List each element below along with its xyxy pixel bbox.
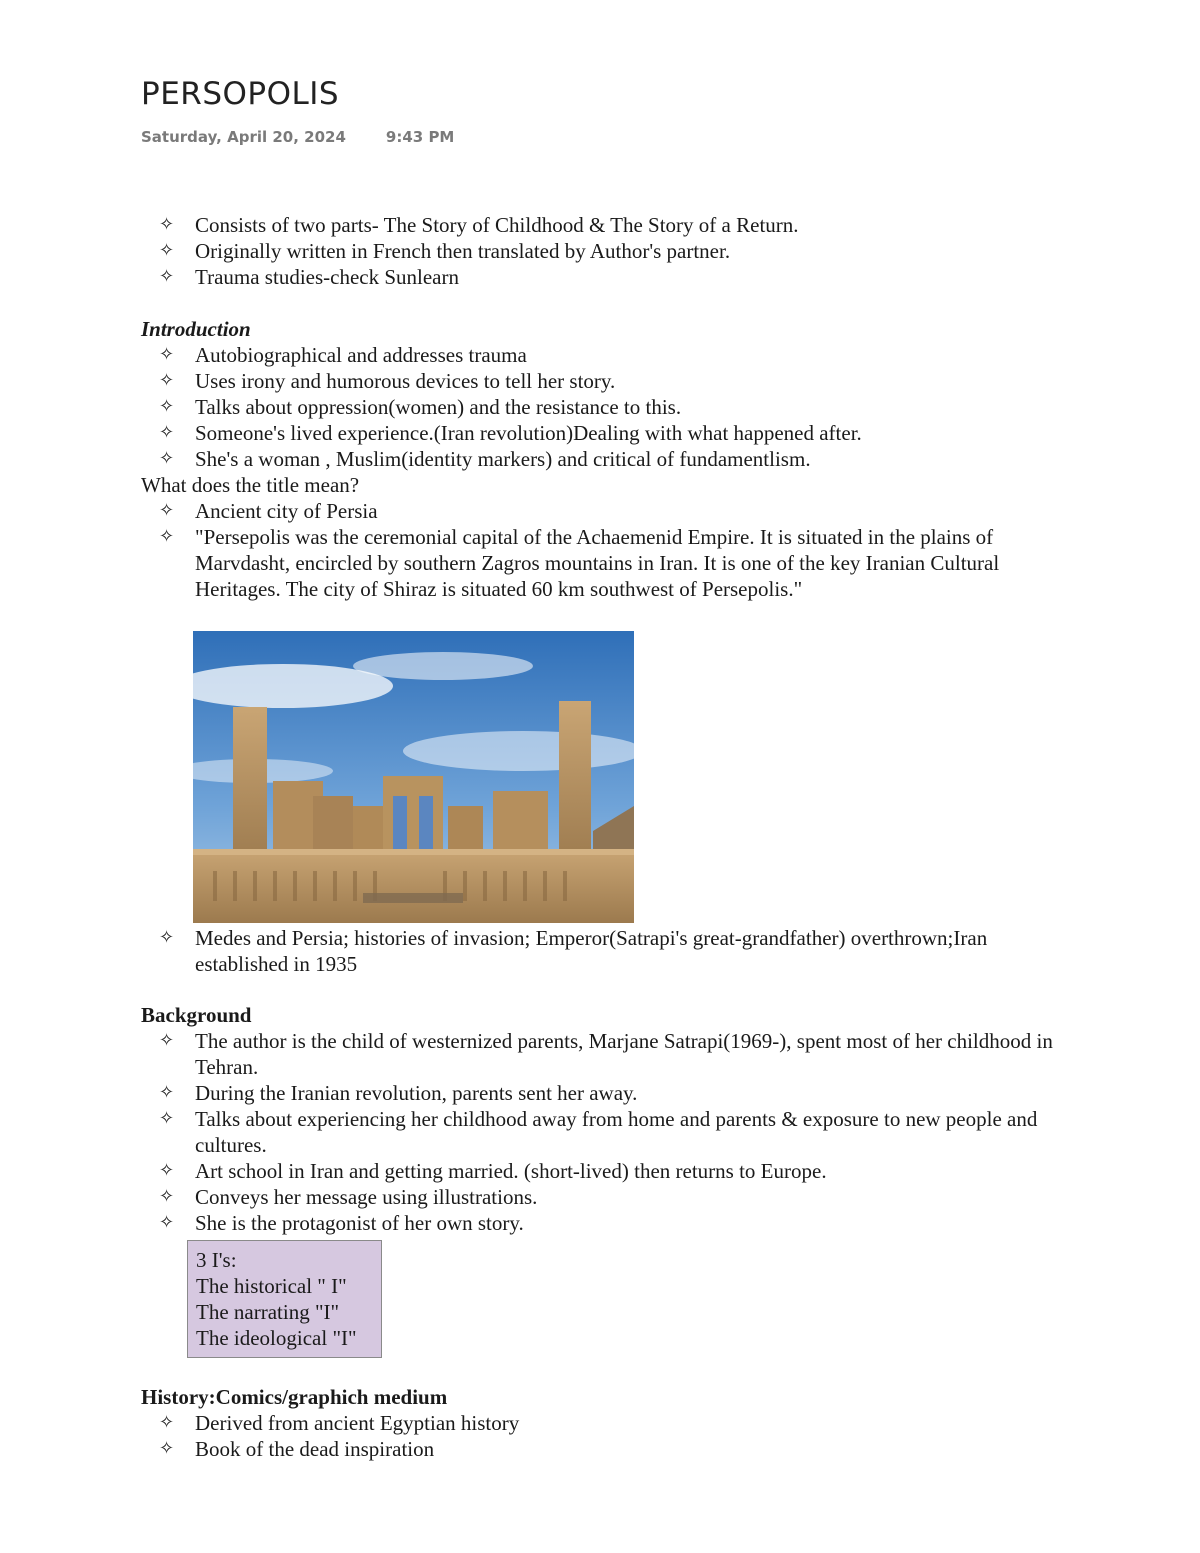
list-item: ✧ Originally written in French then translated by Author's partner. [159, 239, 731, 263]
bullet-star-icon: ✧ [159, 526, 175, 547]
note-line: 3 I's: [196, 1248, 237, 1272]
bullet-star-icon: ✧ [159, 1108, 175, 1129]
history-bullet-list [141, 1410, 1061, 1462]
bullet-star-icon: ✧ [159, 422, 175, 443]
list-item: ✧ Autobiographical and addresses trauma [159, 343, 527, 367]
list-item: ✧ She's a woman , Muslim(identity markers) and critical of fundamentlism. [159, 447, 811, 471]
list-item: ✧ Trauma studies-check Sunlearn [159, 265, 459, 289]
page-time: 9:43 PM [385, 128, 455, 146]
list-item: ✧ Ancient city of Persia [159, 499, 378, 523]
introduction-heading: Introduction [141, 317, 251, 341]
intro-bullets-section [141, 212, 1061, 290]
list-item: ✧ Talks about experiencing her childhood away from home and parents & exposure to new people and cultures. [159, 1107, 1038, 1157]
bullet-star-icon: ✧ [159, 266, 175, 287]
list-item: ✧ She is the protagonist of her own story. [159, 1211, 524, 1235]
bullet-star-icon: ✧ [159, 1412, 175, 1433]
background-heading: Background [141, 1003, 252, 1027]
title-meaning-question: What does the title mean? [141, 473, 360, 497]
list-item: ✧ The author is the child of westernized parents, Marjane Satrapi(1969-), spent most of her childhood in Tehran. [159, 1029, 1053, 1079]
introduction-bullet-list [141, 342, 1061, 472]
history-heading: History:Comics/graphich medium [141, 1385, 448, 1409]
background-bullet-list [141, 1028, 1061, 1236]
after-image-section [141, 925, 1061, 977]
page-date: Saturday, April 20, 2024 [141, 128, 346, 146]
list-item: ✧ Book of the dead inspiration [159, 1437, 435, 1461]
bullet-star-icon: ✧ [159, 500, 175, 521]
bullet-star-icon: ✧ [159, 1082, 175, 1103]
history-section [141, 1384, 1061, 1462]
persepolis-ruins-image [193, 631, 634, 923]
bullet-star-icon: ✧ [159, 214, 175, 235]
list-item: ✧ Art school in Iran and getting married. (short-lived) then returns to Europe. [159, 1159, 827, 1183]
bullet-star-icon: ✧ [159, 1438, 175, 1459]
bullet-star-icon: ✧ [159, 344, 175, 365]
bullet-star-icon: ✧ [159, 448, 175, 469]
title-meaning-bullet-list [141, 498, 1061, 602]
bullet-star-icon: ✧ [159, 396, 175, 417]
note-line: The narrating "I" [196, 1300, 340, 1324]
persepolis-ruins-photo [193, 631, 634, 923]
bullet-star-icon: ✧ [159, 927, 175, 948]
bullet-star-icon: ✧ [159, 1160, 175, 1181]
after-image-bullet-list [141, 925, 1061, 977]
intro-bullet-list [141, 212, 1061, 290]
list-item: ✧ Medes and Persia; histories of invasion; Emperor(Satrapi's great-grandfather) overthrown;Iran established in 1935 [159, 926, 988, 976]
list-item: ✧ "Persepolis was the ceremonial capital of the Achaemenid Empire. It is situated in the plains of Marvdasht, encircled by southern Zagros mountains in Iran. It is one of the key Iranian Cultural Heritages. The city of Shiraz is situated 60 km southwest of Persepolis." [159, 525, 1000, 601]
bullet-star-icon: ✧ [159, 370, 175, 391]
introduction-section [141, 316, 1061, 602]
list-item: ✧ Derived from ancient Egyptian history [159, 1411, 520, 1435]
list-item: ✧ Uses irony and humorous devices to tell her story. [159, 369, 616, 393]
bullet-star-icon: ✧ [159, 1212, 175, 1233]
note-line: The historical " I" [196, 1274, 347, 1298]
bullet-star-icon: ✧ [159, 240, 175, 261]
list-item: ✧ Someone's lived experience.(Iran revolution)Dealing with what happened after. [159, 421, 862, 445]
list-item: ✧ Consists of two parts- The Story of Childhood & The Story of a Return. [159, 213, 799, 237]
page-timestamp [141, 128, 454, 146]
bullet-star-icon: ✧ [159, 1030, 175, 1051]
page-title: PERSOPOLIS [141, 76, 340, 112]
note-line: The ideological "I" [196, 1326, 357, 1350]
background-section [141, 1002, 1061, 1236]
three-is-note-box [187, 1240, 382, 1358]
bullet-star-icon: ✧ [159, 1186, 175, 1207]
list-item: ✧ Talks about oppression(women) and the resistance to this. [159, 395, 682, 419]
list-item: ✧ During the Iranian revolution, parents sent her away. [159, 1081, 638, 1105]
list-item: ✧ Conveys her message using illustrations. [159, 1185, 538, 1209]
